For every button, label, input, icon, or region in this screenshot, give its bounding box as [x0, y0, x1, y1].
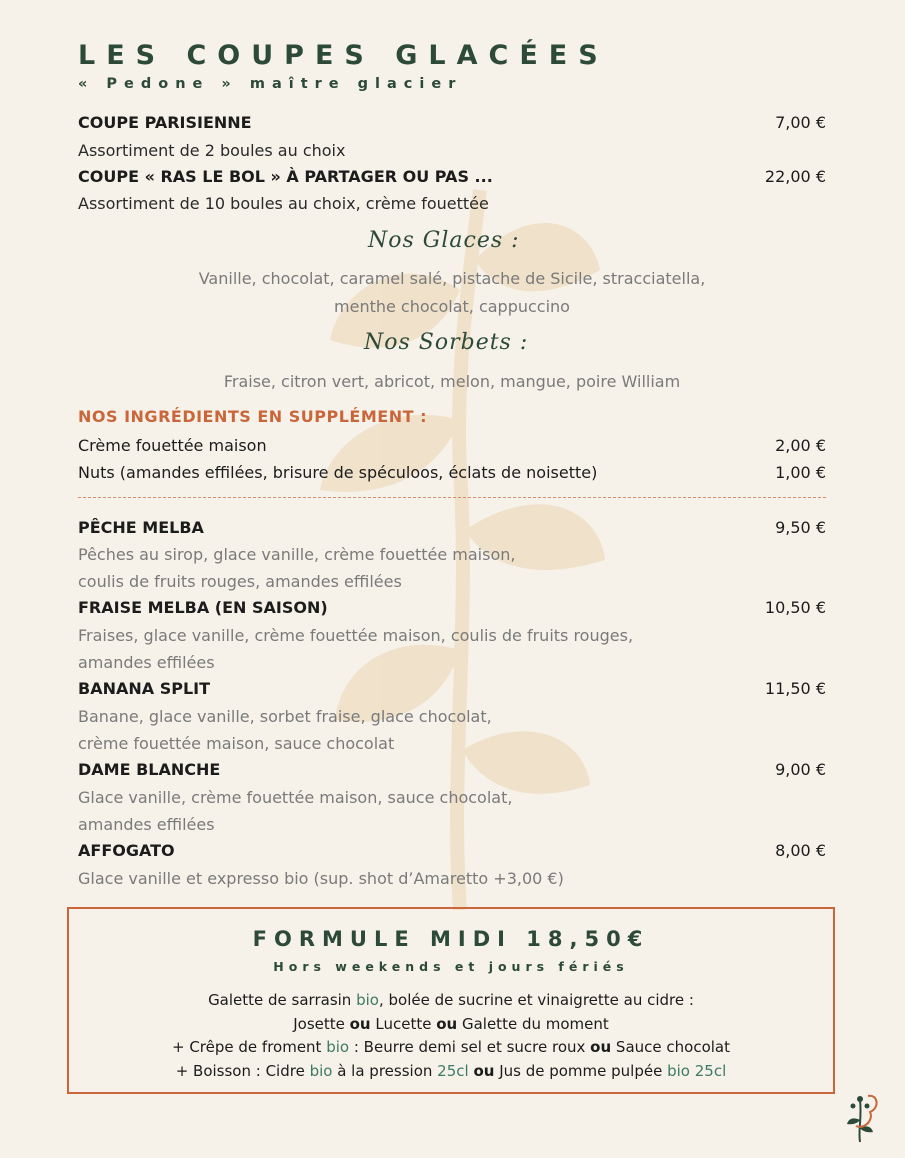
page-title: LES COUPES GLACÉES [78, 40, 609, 71]
bio-label: bio [326, 1038, 350, 1056]
item-description [78, 865, 564, 892]
menu-item [78, 113, 826, 132]
supplement-price: 1,00 € [775, 463, 826, 482]
item-description-line: Banane, glace vanille, sorbet fraise, glace chocolat, [78, 707, 492, 726]
formule-text: Jus de pomme pulpée [494, 1061, 668, 1080]
item-price: 9,50 € [775, 518, 826, 537]
formule-line [69, 1060, 833, 1084]
formule-text: à la pression [332, 1061, 438, 1080]
item-description [78, 541, 515, 595]
item-name: PÊCHE MELBA [78, 518, 204, 537]
item-name: DAME BLANCHE [78, 760, 221, 779]
item-description-line: Glace vanille et expresso bio (sup. shot d’Amaretto +3,00 €) [78, 869, 564, 888]
menu-item [78, 760, 826, 779]
sorbets-list [78, 368, 826, 396]
menu-item [78, 518, 826, 537]
formule-text: Josette [293, 1014, 350, 1033]
supplement-name: Crème fouettée maison [78, 436, 267, 455]
formule-text: Galette de sarrasin [208, 991, 357, 1009]
item-description-line: amandes effilées [78, 653, 215, 672]
item-description-line: Pêches au sirop, glace vanille, crème fouettée maison, [78, 545, 516, 564]
formule-text: + Crêpe de froment [172, 1038, 327, 1056]
or-label: ou [473, 1061, 495, 1080]
formule-text: Lucette [370, 1014, 437, 1033]
sorbets-line: Fraise, citron vert, abricot, melon, mangue, poire William [223, 372, 681, 391]
glaces-list [78, 265, 826, 321]
item-price: 22,00 € [764, 167, 826, 186]
item-price: 9,00 € [775, 760, 826, 779]
item-description-line: crème fouettée maison, sauce chocolat [78, 734, 395, 753]
or-label: ou [590, 1038, 612, 1056]
bio-label: bio [356, 991, 379, 1009]
formule-line [69, 1013, 833, 1037]
formule-details [69, 989, 833, 1083]
flower-logo-icon [840, 1090, 880, 1145]
bio-label: bio [667, 1061, 690, 1080]
item-name: BANANA SPLIT [78, 679, 211, 698]
bio-label: bio [309, 1061, 333, 1080]
item-description [78, 784, 512, 838]
item-description-line: Fraises, glace vanille, crème fouettée maison, coulis de fruits rouges, [78, 626, 634, 645]
glaces-heading: Nos Glaces : [368, 228, 520, 253]
formule-line [69, 1036, 833, 1060]
supplements-title: NOS INGRÉDIENTS EN SUPPLÉMENT : [78, 407, 427, 426]
menu-item [78, 598, 826, 617]
formule-midi-box [67, 907, 835, 1094]
item-price: 11,50 € [764, 679, 826, 698]
sorbets-heading: Nos Sorbets : [364, 330, 529, 355]
formule-text: + Boisson : Cidre [175, 1061, 310, 1080]
item-name: COUPE PARISIENNE [78, 113, 252, 132]
supplement-item [78, 436, 826, 455]
formule-subtitle: Hors weekends et jours fériés [273, 959, 629, 974]
item-price: 8,00 € [775, 841, 826, 860]
supplement-name: Nuts (amandes effilées, brisure de spéculoos, éclats de noisette) [78, 463, 598, 482]
item-description: Assortiment de 2 boules au choix [78, 141, 346, 160]
menu-item [78, 679, 826, 698]
item-name: AFFOGATO [78, 841, 175, 860]
item-description: Assortiment de 10 boules au choix, crème fouettée [78, 194, 489, 213]
glaces-line: menthe chocolat, cappuccino [334, 297, 570, 316]
item-description-line: Glace vanille, crème fouettée maison, sauce chocolat, [78, 788, 513, 807]
menu-item [78, 167, 826, 186]
item-price: 10,50 € [764, 598, 826, 617]
formule-text: , bolée de sucrine et vinaigrette au cidre : [378, 991, 694, 1009]
formule-text: : Beurre demi sel et sucre roux [349, 1038, 591, 1056]
supplement-price: 2,00 € [775, 436, 826, 455]
supplement-item [78, 463, 826, 482]
item-name: FRAISE MELBA (EN SAISON) [78, 598, 328, 617]
volume-label: 25cl [437, 1061, 469, 1080]
formule-text: Sauce chocolat [611, 1038, 730, 1056]
formule-title: FORMULE MIDI 18,50€ [252, 927, 650, 951]
or-label: ou [436, 1014, 458, 1033]
formule-line [69, 989, 833, 1013]
item-description-line: coulis de fruits rouges, amandes effilées [78, 572, 402, 591]
item-description [78, 703, 492, 757]
item-description-line: amandes effilées [78, 815, 215, 834]
item-name: COUPE « RAS LE BOL » À PARTAGER OU PAS ... [78, 167, 493, 186]
page-subtitle: « Pedone » maître glacier [78, 76, 463, 92]
menu-item [78, 841, 826, 860]
item-description [78, 622, 633, 676]
or-label: ou [349, 1014, 371, 1033]
glaces-line: Vanille, chocolat, caramel salé, pistache de Sicile, stracciatella, [198, 269, 706, 288]
formule-text: Galette du moment [457, 1014, 609, 1033]
volume-label: 25cl [694, 1061, 727, 1080]
divider [78, 497, 826, 498]
item-price: 7,00 € [775, 113, 826, 132]
